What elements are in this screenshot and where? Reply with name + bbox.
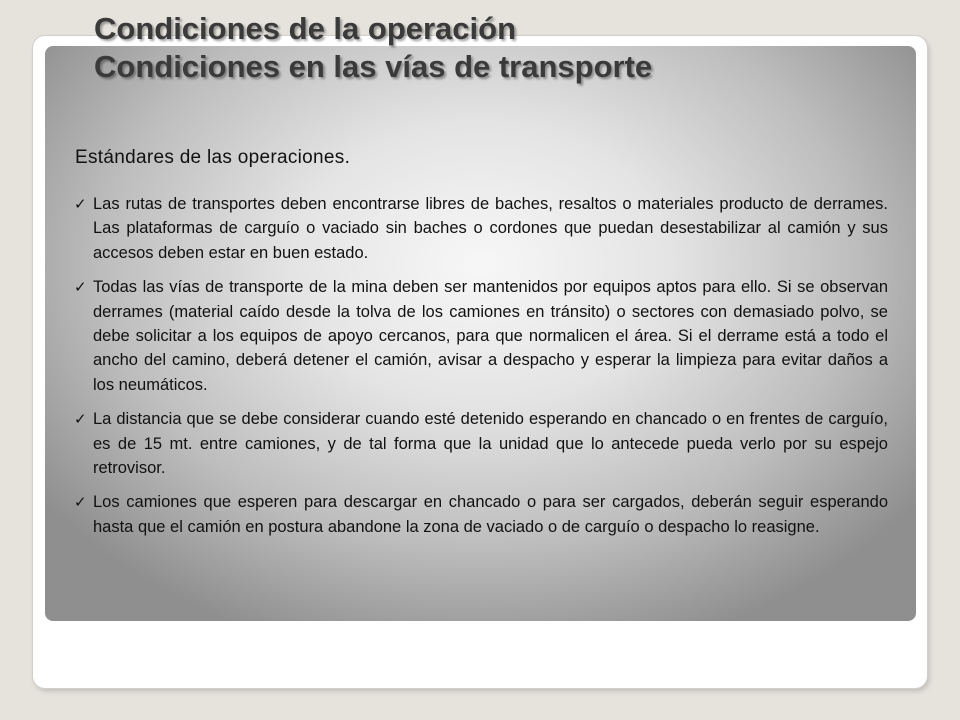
checkmark-icon: ✓ [74, 493, 87, 512]
checkmark-icon: ✓ [74, 278, 87, 297]
list-item-text: Los camiones que esperen para descargar en chancado o para ser cargados, deberán seguir esperando hasta que el camión en postura abandone la zona de vaciado o de carguío o despacho lo reasigne. [93, 493, 888, 536]
checkmark-icon: ✓ [74, 410, 87, 429]
title-line-2: Condiciones en las vías de transporte [94, 49, 653, 84]
section-subtitle: Estándares de las operaciones. [75, 147, 351, 168]
list-item [74, 407, 888, 480]
list-item-text: Las rutas de transportes deben encontrarse libres de baches, resaltos o materiales producto de derrames. Las plataformas de carguío o vaciado sin baches o cordones que puedan desestabilizar al camión y sus accesos deben estar en buen estado. [93, 195, 888, 262]
checkmark-icon: ✓ [74, 195, 87, 213]
slide-title [94, 10, 652, 86]
list-item-text: Todas las vías de transporte de la mina deben ser mantenidos por equipos aptos para ello. Si se observan derrames (material caído desde la tolva de los camiones en tránsito) o sectores con demasiado polvo, se debe solicitar a los equipos de apoyo cercanos, para que normalicen el área. Si el derrame está a todo el ancho del camino, deberá detener el camión, avisar a despacho y esperar la limpieza para evitar daños a los neumáticos. [93, 278, 888, 394]
list-item [74, 490, 888, 539]
standards-list [74, 192, 888, 549]
list-item-text: La distancia que se debe considerar cuando esté detenido esperando en chancado o en frentes de carguío, es de 15 mt. entre camiones, y de tal forma que la unidad que lo antecede pueda verlo por su espejo retrovisor. [93, 410, 888, 478]
list-item [74, 192, 888, 265]
title-line-1: Condiciones de la operación [94, 11, 517, 46]
list-item [74, 275, 888, 397]
